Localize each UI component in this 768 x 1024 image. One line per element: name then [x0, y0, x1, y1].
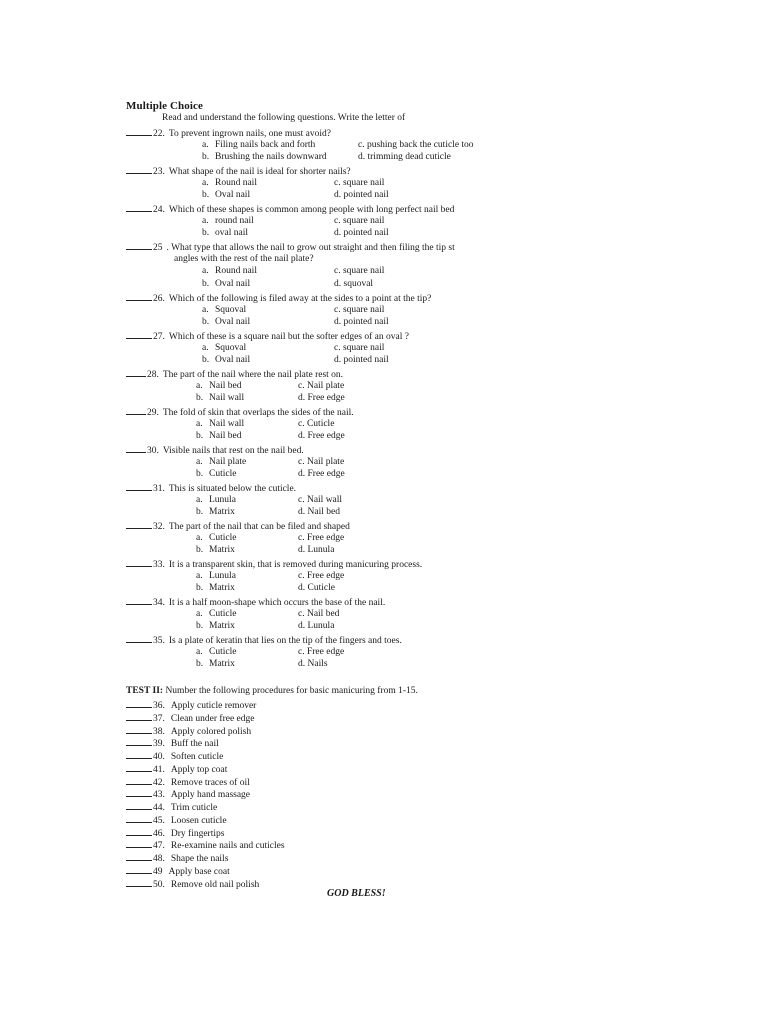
question-text: It is a transparent skin, that is removed during manicuring process. [168, 560, 423, 570]
choice-letter: b. [202, 317, 210, 328]
choice-text: Matrix [209, 545, 235, 556]
question-item [126, 519, 506, 557]
choice-option-alt: c. Cuticle [298, 418, 335, 429]
question-number: 31. [153, 484, 165, 494]
choice-row [126, 468, 506, 481]
choice-letter: b. [202, 152, 210, 163]
choice-option [126, 620, 298, 633]
answer-blank[interactable] [126, 202, 152, 212]
question-text: The part of the nail that can be filed and shaped [168, 522, 350, 532]
choice-option [126, 544, 298, 557]
procedure-text: Apply base coat [168, 866, 230, 877]
choice-option [126, 658, 298, 671]
question-text: Which of the following is filed away at the sides to a point at the tip? [168, 294, 432, 304]
choice-letter: b. [196, 545, 204, 556]
question-item [126, 367, 506, 405]
procedure-number: 45. [153, 815, 165, 826]
question-text: Which of these shapes is common among people with long perfect nail bed [168, 205, 455, 215]
answer-blank[interactable] [126, 633, 152, 643]
question-text: To prevent ingrown nails, one must avoid? [168, 129, 331, 139]
choice-option [126, 354, 334, 367]
answer-blank[interactable] [126, 367, 146, 377]
choice-option-alt: c. square nail [334, 177, 385, 188]
question-text: Visible nails that rest on the nail bed. [162, 446, 304, 456]
choice-row [126, 392, 506, 405]
choice-letter: a. [202, 215, 209, 226]
choice-text: Filing nails back and forth [215, 139, 316, 150]
procedure-item [126, 800, 285, 813]
answer-blank[interactable] [126, 443, 146, 453]
question-item [126, 291, 506, 329]
answer-blank[interactable] [126, 749, 152, 759]
choice-text: Matrix [209, 621, 235, 632]
choice-option [126, 418, 298, 431]
question-number: 34. [153, 598, 165, 608]
choice-option-alt: d. Lunula [298, 545, 335, 556]
choice-option [126, 139, 358, 152]
answer-blank[interactable] [126, 838, 152, 848]
choice-option-alt: c. square nail [334, 266, 385, 277]
answer-blank[interactable] [126, 240, 152, 250]
choice-letter: b. [196, 621, 204, 632]
answer-blank[interactable] [126, 405, 146, 415]
choice-letter: a. [202, 139, 209, 150]
procedure-text: Re-examine nails and cuticles [170, 841, 285, 852]
answer-blank[interactable] [126, 851, 152, 861]
procedure-number: 36. [153, 701, 165, 711]
choice-text: Matrix [209, 659, 235, 670]
question-number: 35. [153, 636, 165, 646]
choice-letter: a. [196, 570, 203, 581]
answer-blank[interactable] [126, 877, 152, 887]
choice-row [126, 265, 506, 278]
question-text: The part of the nail where the nail plate rest on. [162, 370, 344, 380]
procedure-text: Apply top coat [170, 764, 228, 775]
answer-blank[interactable] [126, 126, 152, 136]
choice-option-alt: c. square nail [334, 215, 385, 226]
choice-letter: a. [202, 266, 209, 277]
procedure-number: 47. [153, 841, 165, 852]
choice-row [126, 354, 506, 367]
question-item [126, 329, 506, 367]
test2-header [126, 686, 418, 696]
choice-row [126, 418, 506, 431]
choice-letter: b. [202, 279, 210, 290]
choice-row [126, 151, 506, 164]
choice-letter: a. [196, 646, 203, 657]
question-text: It is a half moon-shape which occurs the base of the nail. [168, 598, 386, 608]
choice-row [126, 177, 506, 190]
choice-row [126, 316, 506, 329]
procedure-text: Remove old nail polish [170, 879, 260, 890]
choice-option [126, 316, 334, 329]
choice-row [126, 189, 506, 202]
question-item [126, 481, 506, 519]
procedure-item [126, 877, 285, 890]
procedure-text: Soften cuticle [170, 752, 224, 762]
procedure-item [126, 787, 285, 800]
choice-option [126, 342, 334, 355]
choice-option [126, 506, 298, 519]
choice-row [126, 342, 506, 355]
choice-text: Oval nail [215, 190, 251, 201]
procedure-item [126, 711, 285, 724]
choice-row [126, 608, 506, 621]
choice-text: Oval nail [215, 279, 251, 290]
procedure-item [126, 724, 285, 737]
choice-text: Squoval [215, 342, 247, 353]
choice-text: Lunula [209, 494, 236, 505]
question-item [126, 240, 506, 291]
answer-blank[interactable] [126, 698, 152, 708]
choice-letter: a. [196, 532, 203, 543]
choice-letter: a. [196, 418, 203, 429]
question-number: 29. [147, 408, 159, 418]
procedure-number: 40. [153, 752, 165, 762]
choice-text: Nail wall [209, 418, 245, 429]
choice-letter: a. [202, 177, 209, 188]
question-item [126, 405, 506, 443]
procedure-text: Apply hand massage [170, 790, 251, 801]
procedure-number: 44. [153, 803, 165, 813]
choice-row [126, 544, 506, 557]
choice-option-alt: c. Free edge [298, 532, 345, 543]
choice-option-alt: c. Free edge [298, 646, 345, 657]
question-text: This is situated below the cuticle. [168, 484, 297, 494]
question-item [126, 164, 506, 202]
answer-blank[interactable] [126, 291, 152, 301]
choice-option-alt: c. Free edge [298, 570, 345, 581]
answer-blank[interactable] [126, 864, 152, 874]
procedure-text: Loosen cuticle [170, 815, 227, 826]
question-number: 22. [153, 129, 165, 139]
choice-option-alt: d. pointed nail [334, 228, 389, 239]
choice-letter: b. [196, 469, 204, 480]
question-text: . What type that allows the nail to grow out straight and then filing the tip st [166, 243, 455, 253]
choice-text: Brushing the nails downward [215, 152, 327, 163]
choice-option-alt: c. Nail plate [298, 456, 345, 467]
procedure-text: Remove traces of oil [170, 777, 250, 788]
choice-option-alt: d. Free edge [298, 393, 345, 404]
answer-blank[interactable] [126, 800, 152, 810]
choice-option [126, 278, 334, 291]
choice-option [126, 608, 298, 621]
question-item [126, 126, 506, 164]
choice-letter: b. [202, 355, 210, 366]
choice-option [126, 189, 334, 202]
procedure-number: 38. [153, 726, 165, 737]
choice-option [126, 265, 334, 278]
choice-letter: a. [202, 342, 209, 353]
answer-blank[interactable] [126, 519, 152, 529]
procedure-item [126, 749, 285, 762]
procedure-text: Apply colored polish [170, 726, 252, 737]
choice-row [126, 456, 506, 469]
choice-option [126, 177, 334, 190]
procedure-number: 46. [153, 828, 165, 839]
choice-option [126, 227, 334, 240]
procedure-number: 42. [153, 777, 165, 788]
answer-blank[interactable] [126, 736, 152, 746]
choice-option [126, 151, 358, 164]
choice-letter: b. [196, 659, 204, 670]
question-item [126, 443, 506, 481]
question-number: 30. [147, 446, 159, 456]
choice-option-alt: c. square nail [334, 304, 385, 315]
choice-letter: b. [202, 190, 210, 201]
answer-blank[interactable] [126, 711, 152, 721]
choice-letter: a. [202, 304, 209, 315]
choice-letter: a. [196, 456, 203, 467]
question-item [126, 633, 506, 671]
choice-row [126, 532, 506, 545]
choice-row [126, 278, 506, 291]
choice-option [126, 494, 298, 507]
choice-letter: a. [196, 380, 203, 391]
choice-text: round nail [215, 215, 254, 226]
procedure-text: Trim cuticle [170, 803, 218, 813]
answer-blank[interactable] [126, 775, 152, 785]
procedure-number: 49 [153, 866, 163, 877]
choice-row [126, 227, 506, 240]
choice-row [126, 139, 506, 152]
question-number: 32. [153, 522, 165, 532]
choice-option [126, 392, 298, 405]
choice-text: Matrix [209, 583, 235, 594]
choice-letter: b. [196, 583, 204, 594]
procedure-item [126, 762, 285, 775]
choice-row [126, 430, 506, 443]
procedure-item [126, 838, 285, 851]
choice-option-alt: c. Nail bed [298, 608, 340, 619]
procedure-number: 37. [153, 713, 165, 724]
answer-blank[interactable] [126, 329, 152, 339]
procedure-number: 43. [153, 790, 165, 801]
choice-text: Cuticle [209, 646, 237, 657]
choice-option-alt: d. Cuticle [298, 583, 335, 594]
question-number: 28. [147, 370, 159, 380]
choice-text: oval nail [215, 228, 248, 239]
choice-option [126, 380, 298, 393]
question-number: 25 [153, 243, 163, 253]
choice-row [126, 582, 506, 595]
choice-option [126, 532, 298, 545]
choice-text: Matrix [209, 507, 235, 518]
answer-blank[interactable] [126, 595, 152, 605]
question-text: The fold of skin that overlaps the sides of the nail. [162, 408, 354, 418]
choice-option [126, 430, 298, 443]
question-text: Is a plate of keratin that lies on the tip of the fingers and toes. [168, 636, 402, 646]
choice-row [126, 570, 506, 583]
answer-blank[interactable] [126, 762, 152, 772]
choice-option-alt: d. Nails [298, 659, 328, 670]
question-number: 26. [153, 294, 165, 304]
question-item [126, 595, 506, 633]
procedure-number: 39. [153, 739, 165, 750]
choice-option [126, 215, 334, 228]
question-item [126, 557, 506, 595]
choice-text: Round nail [215, 177, 257, 188]
choice-row [126, 646, 506, 659]
instructions-text: Read and understand the following questions. Write the letter of [162, 113, 406, 122]
question-number: 33. [153, 560, 165, 570]
choice-row [126, 494, 506, 507]
choice-text: Oval nail [215, 355, 251, 366]
procedure-item [126, 826, 285, 839]
choice-row [126, 304, 506, 317]
procedure-text: Dry fingertips [170, 828, 225, 839]
procedure-item [126, 775, 285, 788]
choice-text: Nail plate [209, 456, 247, 467]
answer-blank[interactable] [126, 787, 152, 797]
choice-option-alt: d. pointed nail [334, 355, 389, 366]
choice-text: Lunula [209, 570, 236, 581]
choice-option-alt: c. pushing back the cuticle too [358, 139, 474, 150]
question-text: What shape of the nail is ideal for shorter nails? [168, 167, 351, 177]
choice-option-alt: d. Free edge [298, 469, 345, 480]
choice-text: Oval nail [215, 317, 251, 328]
procedure-number: 48. [153, 854, 165, 864]
procedures-list [126, 698, 285, 889]
choice-letter: a. [196, 494, 203, 505]
procedure-number: 41. [153, 764, 165, 775]
procedure-item [126, 864, 285, 877]
procedure-text: Shape the nails [170, 854, 229, 864]
choice-text: Nail bed [209, 380, 242, 391]
procedure-item [126, 698, 285, 711]
choice-text: Cuticle [209, 608, 237, 619]
question-number: 27. [153, 332, 165, 342]
choice-text: Cuticle [209, 469, 237, 480]
choice-option-alt: c. square nail [334, 342, 385, 353]
answer-blank[interactable] [126, 164, 152, 174]
choice-letter: a. [196, 608, 203, 619]
choice-option-alt: d. trimming dead cuticle [358, 152, 451, 163]
question-item [126, 202, 506, 240]
choice-text: Nail bed [209, 431, 242, 442]
choice-option [126, 304, 334, 317]
choice-row [126, 658, 506, 671]
answer-blank[interactable] [126, 481, 152, 491]
procedure-text: Apply cuticle remover [170, 701, 257, 711]
choice-row [126, 506, 506, 519]
choice-option [126, 582, 298, 595]
choice-option-alt: d. pointed nail [334, 317, 389, 328]
procedure-number: 50. [153, 879, 165, 890]
question-text: Which of these is a square nail but the softer edges of an oval ? [168, 332, 409, 342]
answer-blank[interactable] [126, 826, 152, 836]
choice-text: Squoval [215, 304, 247, 315]
choice-text: Cuticle [209, 532, 237, 543]
choice-letter: b. [196, 393, 204, 404]
choice-option [126, 456, 298, 469]
procedure-text: Buff the nail [170, 739, 219, 750]
choice-option [126, 570, 298, 583]
closing-text: GOD BLESS! [327, 888, 386, 899]
choice-option-alt: d. Lunula [298, 621, 335, 632]
question-continuation: angles with the rest of the nail plate? [174, 253, 314, 264]
choice-row [126, 380, 506, 393]
answer-blank[interactable] [126, 724, 152, 734]
answer-blank[interactable] [126, 557, 152, 567]
question-number: 23. [153, 167, 165, 177]
choice-option-alt: d. Free edge [298, 431, 345, 442]
procedure-item [126, 736, 285, 749]
choice-option-alt: c. Nail wall [298, 494, 343, 505]
choice-letter: b. [196, 507, 204, 518]
section-title: Multiple Choice [126, 100, 203, 112]
procedure-text: Clean under free edge [170, 713, 255, 724]
choice-option-alt: d. Nail bed [298, 507, 340, 518]
choice-option-alt: d. pointed nail [334, 190, 389, 201]
choice-option-alt: c. Nail plate [298, 380, 345, 391]
choice-text: Round nail [215, 266, 257, 277]
choice-option-alt: d. squoval [334, 279, 374, 290]
choice-option [126, 468, 298, 481]
answer-blank[interactable] [126, 813, 152, 823]
test2-label: TEST II: [126, 686, 164, 696]
question-number: 24. [153, 205, 165, 215]
test2-instruction: Number the following procedures for basic manicuring from 1-15. [165, 686, 418, 696]
procedure-item [126, 813, 285, 826]
choice-letter: b. [202, 228, 210, 239]
choice-option [126, 646, 298, 659]
choice-letter: b. [196, 431, 204, 442]
choice-text: Nail wall [209, 393, 245, 404]
choice-row [126, 620, 506, 633]
